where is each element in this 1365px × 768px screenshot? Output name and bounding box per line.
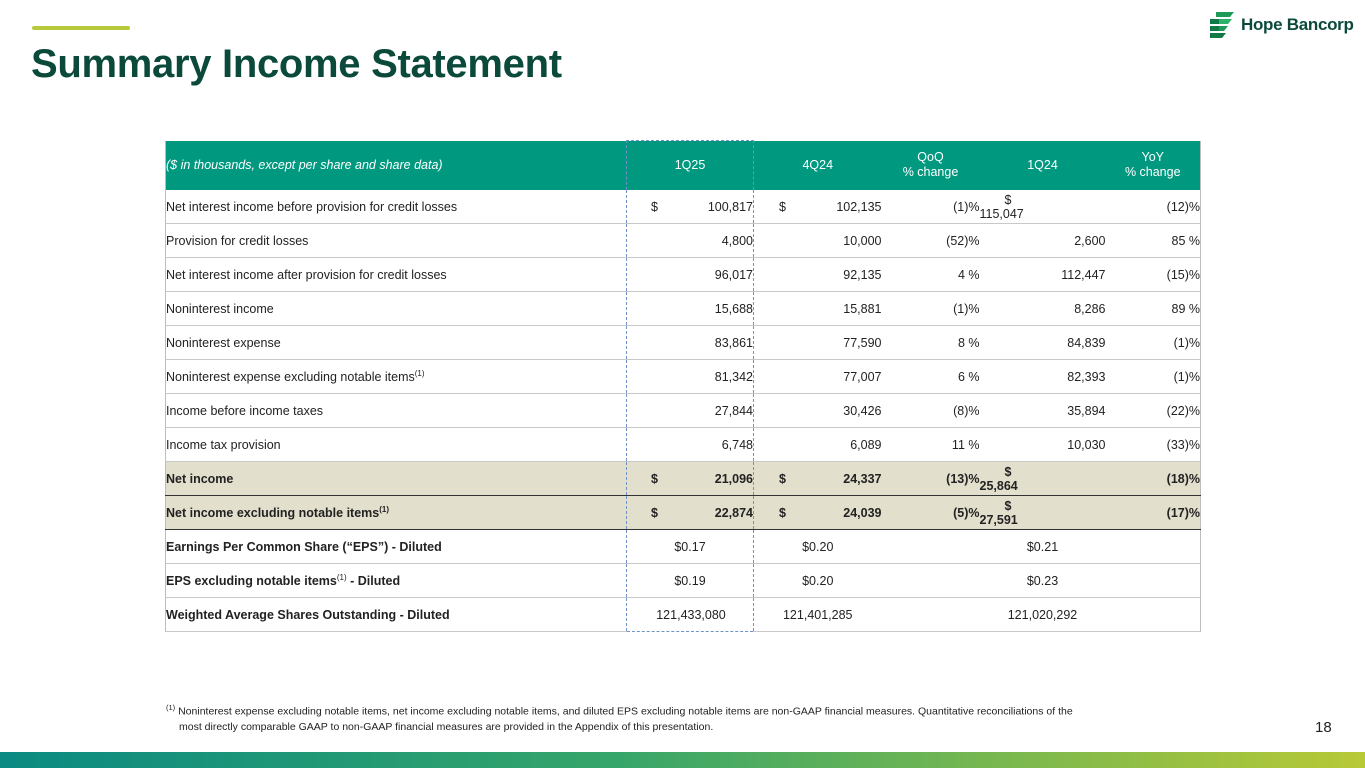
hope-bancorp-logo-icon <box>1208 11 1236 39</box>
header-yoy-line1: YoY <box>1141 150 1164 165</box>
header-1q25: 1Q25 <box>627 141 754 191</box>
row-label: Net interest income before provision for credit losses <box>166 190 627 224</box>
cell-1q24: 82,393 <box>980 360 1106 394</box>
cell-1q25: 15,688 <box>627 292 754 326</box>
dollar-sign: $ <box>1004 498 1012 513</box>
cell-1q24: 10,030 <box>980 428 1106 462</box>
cell-yoy: (1)% <box>1106 326 1201 360</box>
cell-1q24: 84,839 <box>980 326 1106 360</box>
cell-qoq: (5)% <box>882 496 980 530</box>
table-row <box>166 292 1201 326</box>
footnote-marker: (1) <box>166 703 176 712</box>
cell-4q24: 77,590 <box>754 326 882 360</box>
cell-4q24: 121,401,285 <box>754 598 882 632</box>
footnote-ref: (1) <box>336 572 347 582</box>
cell-1q25: 81,342 <box>627 360 754 394</box>
cell-1q25: $ 22,874 <box>627 496 754 530</box>
header-qoq-line2: % change <box>902 165 959 180</box>
cell-qoq: 4 % <box>882 258 980 292</box>
cell-qoq: (1)% <box>882 190 980 224</box>
cell-1q25: 27,844 <box>627 394 754 428</box>
cell-qoq: (1)% <box>882 292 980 326</box>
cell-qoq: 8 % <box>882 326 980 360</box>
table-row-net-income <box>166 462 1201 496</box>
cell-yoy: 85 % <box>1106 224 1201 258</box>
dollar-sign: $ <box>779 505 786 520</box>
cell-1q25: 4,800 <box>627 224 754 258</box>
cell-4q24: 77,007 <box>754 360 882 394</box>
cell-qoq <box>882 564 980 598</box>
header-1q24: 1Q24 <box>980 141 1106 191</box>
row-label: Income before income taxes <box>166 394 627 428</box>
cell-yoy: (17)% <box>1106 496 1201 530</box>
cell-qoq <box>882 530 980 564</box>
cell-1q25: 83,861 <box>627 326 754 360</box>
cell-1q24: $0.23 <box>980 564 1106 598</box>
footnote-ref: (1) <box>414 368 425 378</box>
logo-text: Hope Bancorp <box>1241 15 1354 34</box>
cell-yoy: (1)% <box>1106 360 1201 394</box>
cell-yoy <box>1106 530 1201 564</box>
footnote-line-2: most directly comparable GAAP to non-GAAP financial measures are provided in the Appendix of this presentation. <box>179 720 714 733</box>
table-row <box>166 394 1201 428</box>
cell-1q25: $0.19 <box>627 564 754 598</box>
cell-1q24: 8,286 <box>980 292 1106 326</box>
cell-yoy <box>1106 564 1201 598</box>
cell-qoq: (52)% <box>882 224 980 258</box>
row-label: Provision for credit losses <box>166 224 627 258</box>
row-label: Income tax provision <box>166 428 627 462</box>
cell-yoy: (18)% <box>1106 462 1201 496</box>
row-label: Noninterest expense excluding notable items$^{(1)}$ <box>166 360 627 394</box>
cell-qoq <box>882 598 980 632</box>
header-qoq-line1: QoQ <box>917 150 944 165</box>
table-row-shares <box>166 598 1201 632</box>
cell-4q24: $0.20 <box>754 564 882 598</box>
table-row <box>166 326 1201 360</box>
cell-qoq: 11 % <box>882 428 980 462</box>
cell-yoy <box>1106 598 1201 632</box>
cell-1q24: $ 27,591 <box>980 496 1106 530</box>
cell-4q24: $0.20 <box>754 530 882 564</box>
cell-yoy: 89 % <box>1106 292 1201 326</box>
row-label: Weighted Average Shares Outstanding - Diluted <box>166 598 627 632</box>
cell-1q25: 6,748 <box>627 428 754 462</box>
dollar-sign: $ <box>651 199 658 214</box>
cell-yoy: (12)% <box>1106 190 1201 224</box>
cell-1q24: 35,894 <box>980 394 1106 428</box>
cell-4q24: 6,089 <box>754 428 882 462</box>
cell-qoq: 6 % <box>882 360 980 394</box>
row-label: EPS excluding notable items$^{(1)}$ - Diluted <box>166 564 627 598</box>
title-accent-line <box>32 26 130 30</box>
cell-1q25: 121,433,080 <box>627 598 754 632</box>
dollar-sign: $ <box>1004 192 1012 207</box>
cell-1q25: $ 21,096 <box>627 462 754 496</box>
header-label: ($ in thousands, except per share and share data) <box>166 141 627 191</box>
table-row <box>166 428 1201 462</box>
row-label: Net interest income after provision for credit losses <box>166 258 627 292</box>
cell-1q24: 112,447 <box>980 258 1106 292</box>
table-row <box>166 360 1201 394</box>
cell-4q24: 92,135 <box>754 258 882 292</box>
table-row-net-income-excl <box>166 496 1201 530</box>
table-row-eps <box>166 530 1201 564</box>
cell-4q24: $ 102,135 <box>754 190 882 224</box>
bottom-gradient-bar <box>0 752 1365 768</box>
row-label: Noninterest income <box>166 292 627 326</box>
dollar-sign: $ <box>1004 464 1012 479</box>
company-logo <box>1208 11 1354 39</box>
cell-1q25: $0.17 <box>627 530 754 564</box>
table-row <box>166 190 1201 224</box>
cell-4q24: 10,000 <box>754 224 882 258</box>
page-title: Summary Income Statement <box>31 42 562 86</box>
cell-1q24: 121,020,292 <box>980 598 1106 632</box>
page-number: 18 <box>1315 719 1332 736</box>
cell-1q24: 2,600 <box>980 224 1106 258</box>
cell-4q24: $ 24,337 <box>754 462 882 496</box>
row-label: Noninterest expense <box>166 326 627 360</box>
row-label: Earnings Per Common Share (“EPS”) - Diluted <box>166 530 627 564</box>
header-yoy <box>1106 141 1201 191</box>
cell-yoy: (15)% <box>1106 258 1201 292</box>
header-qoq <box>882 141 980 191</box>
row-label: Net income <box>166 462 627 496</box>
cell-4q24: 15,881 <box>754 292 882 326</box>
cell-qoq: (13)% <box>882 462 980 496</box>
table-row <box>166 258 1201 292</box>
dollar-sign: $ <box>779 471 786 486</box>
table-row <box>166 224 1201 258</box>
footnote-line-1: $^{(1)}$ Noninterest expense excluding notable items, net income excluding notable items, and diluted EPS excluding notable items are non-GAAP financial measures. Quantitative reconciliations of the <box>166 703 1073 718</box>
cell-qoq: (8)% <box>882 394 980 428</box>
cell-1q24: $0.21 <box>980 530 1106 564</box>
cell-yoy: (22)% <box>1106 394 1201 428</box>
header-yoy-line2: % change <box>1124 165 1181 180</box>
table-row-eps-excl <box>166 564 1201 598</box>
dollar-sign: $ <box>651 471 658 486</box>
income-statement-table <box>165 140 1201 632</box>
cell-1q24: $ 25,864 <box>980 462 1106 496</box>
cell-4q24: 30,426 <box>754 394 882 428</box>
footnote <box>166 700 1196 735</box>
cell-1q24: $ 115,047 <box>980 190 1106 224</box>
dollar-sign: $ <box>779 199 786 214</box>
table-header-row <box>166 141 1201 191</box>
cell-yoy: (33)% <box>1106 428 1201 462</box>
dollar-sign: $ <box>651 505 658 520</box>
footnote-ref: (1) <box>379 504 390 514</box>
header-4q24: 4Q24 <box>754 141 882 191</box>
cell-1q25: 96,017 <box>627 258 754 292</box>
cell-1q25: $ 100,817 <box>627 190 754 224</box>
cell-4q24: $ 24,039 <box>754 496 882 530</box>
row-label: Net income excluding notable items$^{(1)}$ <box>166 496 627 530</box>
